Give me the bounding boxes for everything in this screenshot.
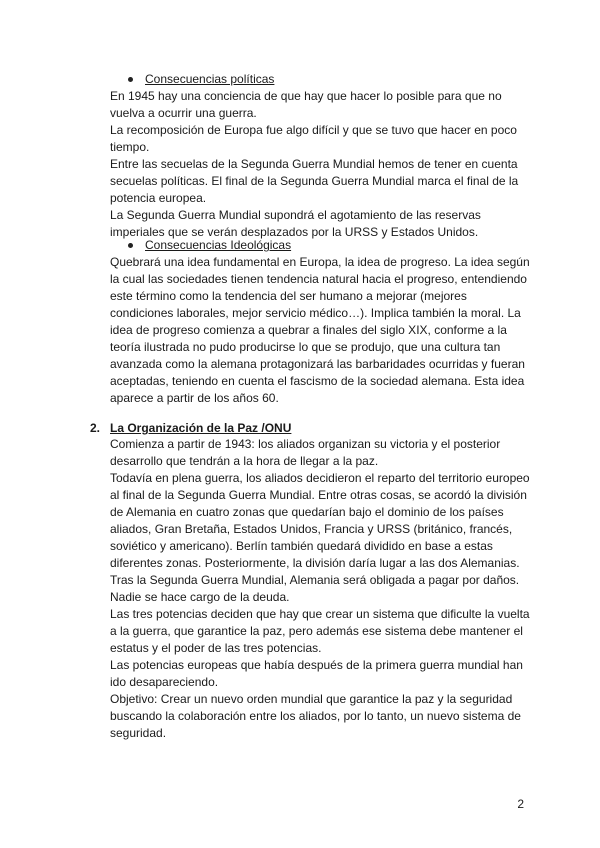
paragraph: Las tres potencias deciden que hay que crear un sistema que dificulte la vuelta a la guerra, que garantice la paz, pero además ese sistema debe mantener el estatus y el poder de las tres potencias. — [110, 607, 530, 655]
paragraph: Entre las secuelas de la Segunda Guerra Mundial hemos de tener en cuenta secuelas políticas. El final de la Segunda Guerra Mundial marca el final de la potencia europea. — [110, 157, 519, 205]
section-heading — [90, 420, 291, 437]
bullet-dot-icon — [128, 77, 133, 82]
bullet-label: Consecuencias políticas — [145, 72, 275, 86]
paragraph: Todavía en plena guerra, los aliados decidieron el reparto del territorio europeo al final de la Segunda Guerra Mundial. Entre otras cosas, se acordó la división de Alemania en cuatro zonas que quedarían bajo el dominio de los países aliados, Gran Bretaña, Estados Unidos, Francia y URSS (británico, francés, soviético y americano). Berlín también quedará dividido en base a estas diferentes zonas. Posteriormente, la división daría lugar a las dos Alemanias. Tras la Segunda Guerra Mundial, Alemania será obligada a pagar por daños. Nadie se hace cargo de la deuda. — [110, 471, 530, 604]
paragraph: Quebrará una idea fundamental en Europa, la idea de progreso. La idea según la cual las sociedades tienen tendencia natural hacia el progreso, entendiendo este término como la tendencia del ser humano a mejorar (mejores condiciones laborales, mejor servicio médico…). Implica también la moral. La idea de progreso comienza a quebrar a finales del siglo XIX, conforme a la teoría ilustrada no pudo producirse lo que se produjo, que una cultura tan avanzada como la alemana protagonizará las barbaridades ocurridas y fueran aceptadas, teniendo en cuenta el fascismo de la sociedad alemana. Esta idea aparece a partir de los años 60. — [110, 255, 530, 405]
page-number: 2 — [517, 797, 524, 811]
paragraph: Comienza a partir de 1943: los aliados organizan su victoria y el posterior desarrollo que tendrán a la hora de llegar a la paz. — [110, 437, 501, 468]
paragraph: Objetivo: Crear un nuevo orden mundial que garantice la paz y la seguridad buscando la colaboración entre los aliados, por lo tanto, un nuevo sistema de seguridad. — [110, 692, 521, 740]
bullet-label: Consecuencias Ideológicas — [145, 238, 292, 252]
ideologicas-text-block — [110, 254, 530, 407]
paragraph: La Segunda Guerra Mundial supondrá el agotamiento de las reservas imperiales que se verán desplazados por la URSS y Estados Unidos. — [110, 208, 481, 239]
section-number: 2. — [90, 421, 101, 435]
bullet-dot-icon — [128, 243, 133, 248]
section-title: La Organización de la Paz /ONU — [110, 421, 292, 435]
paragraph: Las potencias europeas que había después de la primera guerra mundial han ido desapareciendo. — [110, 658, 523, 689]
politicas-text-block — [110, 88, 530, 241]
onu-text-block — [110, 436, 530, 742]
paragraph: La recomposición de Europa fue algo difícil y que se tuvo que hacer en poco tiempo. — [110, 123, 517, 154]
paragraph: En 1945 hay una conciencia de que hay que hacer lo posible para que no vuelva a ocurrir una guerra. — [110, 89, 502, 120]
